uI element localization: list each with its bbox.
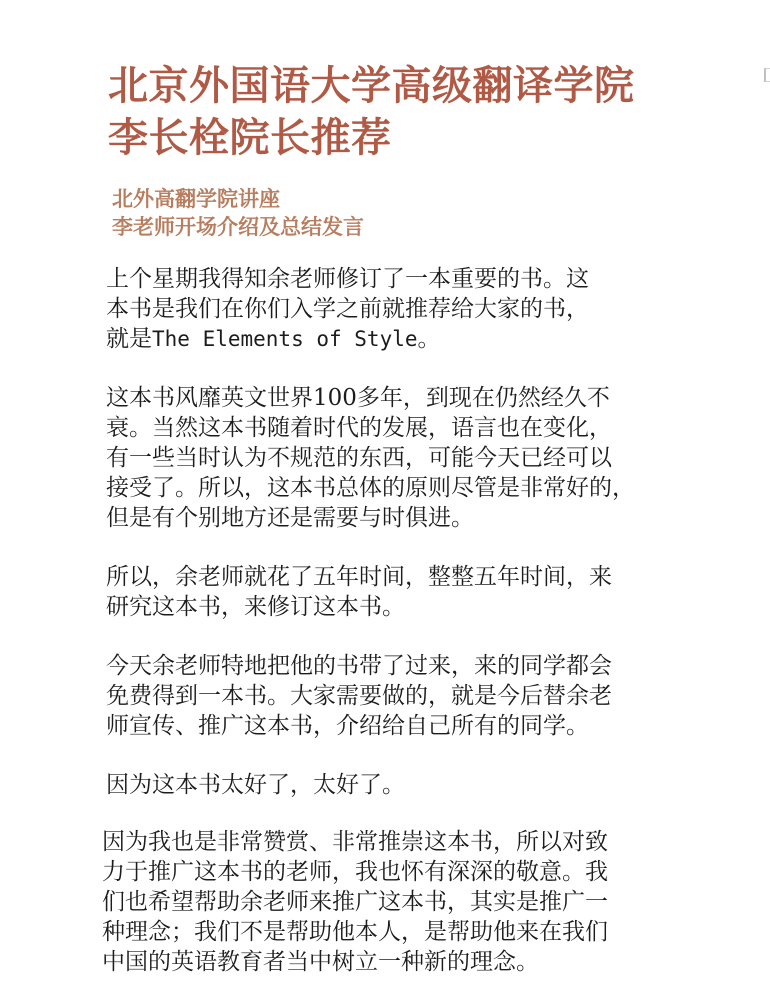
paragraph-1-line-2: 本书是我们在你们入学之前就推荐给大家的书， bbox=[106, 296, 589, 322]
paragraph-6-line-3: 们也希望帮助余老师来推广这本书，其实是推广一 bbox=[102, 889, 608, 915]
paragraph-5 bbox=[106, 770, 716, 800]
paragraph-1-line-1: 上个星期我得知余老师修订了一本重要的书。这 bbox=[106, 266, 589, 292]
paragraph-5-line-1: 因为这本书太好了，太好了。 bbox=[106, 772, 405, 798]
paragraph-6-line-2: 力于推广这本书的老师，我也怀有深深的敬意。我 bbox=[102, 859, 608, 885]
paragraph-4-line-3: 师宣传、推广这本书，介绍给自己所有的同学。 bbox=[106, 713, 589, 739]
paragraph-2 bbox=[106, 383, 716, 533]
paragraph-4-line-1: 今天余老师特地把他的书带了过来，来的同学都会 bbox=[106, 653, 612, 679]
title-line-1: 北京外国语大学高级翻译学院 bbox=[108, 63, 635, 109]
title-line-2: 李长栓院长推荐 bbox=[108, 115, 392, 161]
paragraph-3 bbox=[106, 562, 716, 622]
paragraph-2-line-1: 这本书风靡英文世界100多年，到现在仍然经久不 bbox=[106, 385, 610, 411]
paragraph-4 bbox=[106, 651, 716, 741]
page-subtitle bbox=[112, 185, 712, 241]
paragraph-3-line-2: 研究这本书，来修订这本书。 bbox=[106, 594, 405, 620]
paragraph-1 bbox=[106, 264, 716, 354]
paragraph-2-line-5: 但是有个别地方还是需要与时俱进。 bbox=[106, 505, 474, 531]
paragraph-6-line-5: 中国的英语教育者当中树立一种新的理念。 bbox=[102, 949, 539, 975]
paragraph-3-line-1: 所以，余老师就花了五年时间，整整五年时间，来 bbox=[106, 564, 612, 590]
paragraph-6 bbox=[102, 827, 712, 977]
paragraph-6-line-1: 因为我也是非常赞赏、非常推崇这本书，所以对致 bbox=[102, 829, 608, 855]
book-title: The Elements of Style bbox=[152, 327, 418, 351]
page-edge-marker bbox=[764, 68, 770, 82]
page-title bbox=[108, 60, 748, 164]
paragraph-1-line-3 bbox=[106, 324, 716, 354]
paragraph-4-line-2: 免费得到一本书。大家需要做的，就是今后替余老 bbox=[106, 683, 612, 709]
paragraph-6-line-4: 种理念；我们不是帮助他本人，是帮助他来在我们 bbox=[102, 919, 608, 945]
paragraph-2-line-3: 有一些当时认为不规范的东西，可能今天已经可以 bbox=[106, 445, 612, 471]
paragraph-2-line-2: 衰。当然这本书随着时代的发展，语言也在变化， bbox=[106, 415, 612, 441]
line-prefix: 就是 bbox=[106, 326, 152, 352]
subtitle-line-1: 北外高翻学院讲座 bbox=[112, 187, 280, 211]
subtitle-line-2: 李老师开场介绍及总结发言 bbox=[112, 215, 364, 239]
line-suffix: 。 bbox=[417, 326, 441, 352]
paragraph-2-line-4: 接受了。所以，这本书总体的原则尽管是非常好的， bbox=[106, 475, 635, 501]
